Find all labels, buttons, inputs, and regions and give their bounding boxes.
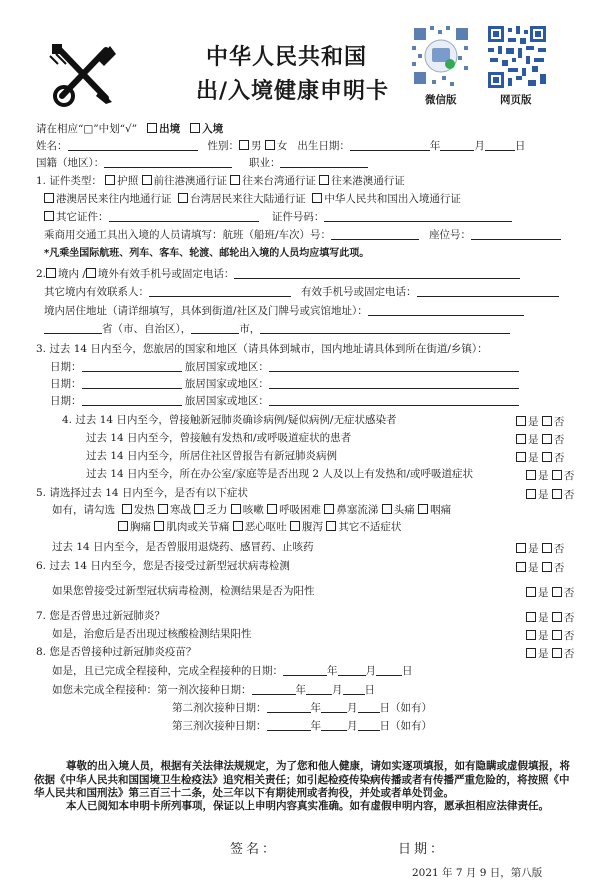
no-label: 否	[553, 452, 565, 464]
yes-checkbox[interactable]	[526, 587, 536, 597]
name-row	[36, 140, 525, 153]
yes-no-pair	[526, 487, 574, 502]
no-checkbox[interactable]	[542, 543, 552, 553]
no-checkbox[interactable]	[552, 630, 562, 640]
address-label: 境内居住地址（请详细填写，具体到街道/社区及门牌号或宾馆地址）：	[44, 305, 368, 317]
doc-other-label: 其它证件：	[56, 211, 109, 223]
no-checkbox[interactable]	[542, 434, 552, 444]
dose3-year-field[interactable]	[267, 720, 311, 731]
doc-hkmo-permit-checkbox[interactable]	[319, 175, 329, 185]
yes-checkbox[interactable]	[516, 434, 526, 444]
symptom-ifyes-label: 如有，请勾选	[52, 504, 115, 516]
year-label: 年	[295, 684, 306, 696]
yes-no-pair	[526, 585, 574, 600]
no-checkbox[interactable]	[552, 612, 562, 622]
travel-place-label: 旅居国家或地区：	[184, 395, 269, 407]
year-label: 年	[310, 720, 321, 732]
travel-date-label: 日期：	[50, 361, 82, 373]
contact-row	[44, 286, 559, 299]
symptom-checkbox[interactable]	[418, 504, 428, 514]
symptom-checkbox[interactable]	[122, 504, 132, 514]
symptom-label: 头痛	[393, 504, 415, 516]
doc-hkmo-permit-label: 往来港澳通行证	[331, 175, 405, 187]
travel-date-field[interactable]	[82, 395, 182, 406]
name-label: 姓名：	[36, 140, 68, 152]
travel-date-label: 日期：	[50, 395, 82, 407]
symptom-checkbox[interactable]	[194, 504, 204, 514]
doc-hkmo-resident-label: 港澳居民来往内地通行证	[56, 193, 172, 205]
yes-label: 是	[538, 489, 549, 501]
vaccine-full-row	[52, 665, 413, 678]
address-row	[44, 305, 524, 318]
no-label: 否	[563, 630, 575, 642]
signature-label: 签名：	[230, 842, 279, 857]
vaccine-full-month-field[interactable]	[338, 665, 366, 676]
doc-hkmo-travel-checkbox[interactable]	[142, 175, 152, 185]
travel-place-field[interactable]	[269, 361, 519, 372]
contact-phone-label: 有效手机号或固定电话：	[301, 286, 417, 298]
declaration: 本人已阅知本申明卡所列事项，保证以上申明内容真实准确。如有虚假申明内容，愿承担相应法律责任。	[66, 800, 549, 812]
dose1-month-field[interactable]	[306, 684, 332, 695]
no-checkbox[interactable]	[552, 587, 562, 597]
phone-overseas-checkbox[interactable]	[86, 268, 96, 278]
yes-checkbox[interactable]	[516, 562, 526, 572]
day-label: 日	[402, 665, 413, 677]
nation-field[interactable]	[104, 157, 232, 168]
yes-no-pair	[526, 628, 574, 643]
yes-label: 是	[538, 470, 549, 482]
travel-row	[50, 361, 519, 374]
birth-year-field[interactable]	[350, 140, 430, 151]
travel-date-field[interactable]	[82, 378, 182, 389]
job-label: 职业：	[248, 157, 281, 169]
day-label: 日	[379, 720, 390, 732]
no-label: 否	[563, 489, 575, 501]
no-checkbox[interactable]	[542, 416, 552, 426]
city-field[interactable]	[191, 323, 239, 334]
symptom-checkbox[interactable]	[326, 521, 336, 531]
exposure-question: 过去 14 日内至今，所在办公室/家庭等是否出现 2 人及以上有发热和/或呼吸道症状	[86, 468, 473, 480]
yes-checkbox[interactable]	[516, 416, 526, 426]
seat-label: 座位号：	[429, 229, 472, 241]
dose3-day-field[interactable]	[358, 720, 380, 731]
instruction-text: 请在相应“□”中划“√”	[36, 123, 138, 135]
year-label: 年	[429, 140, 441, 152]
wechat-qr-label: 微信版	[425, 94, 457, 106]
no-label: 否	[563, 587, 575, 599]
vaccine-dose3-row	[172, 720, 432, 733]
phone-domestic-label: 境内 /	[58, 268, 86, 280]
doc-taiwan-travel-label: 往来台湾通行证	[242, 175, 316, 187]
yes-label: 是	[528, 416, 539, 428]
vaccine-full-year-field[interactable]	[283, 665, 327, 676]
symptom-checkbox[interactable]	[267, 504, 277, 514]
form-version: 2021 年 7 月 9 日，第八版	[412, 867, 543, 879]
exposure-question: 过去 14 日内至今，曾接触有发热和/或呼吸道症状的患者	[86, 432, 352, 444]
doc-other-checkbox[interactable]	[44, 211, 54, 221]
city-label: 市，	[239, 323, 261, 335]
yes-checkbox[interactable]	[526, 612, 536, 622]
symptom-label: 寒战	[170, 504, 192, 516]
month-label: 月	[365, 665, 376, 677]
yes-label: 是	[528, 562, 539, 574]
symptom-label: 胸痛	[130, 521, 151, 533]
no-checkbox[interactable]	[552, 470, 562, 480]
vaccine-question: 8. 您是否曾接种过新冠肺炎疫苗？	[36, 646, 197, 658]
dose1-day-field[interactable]	[343, 684, 365, 695]
yes-no-pair	[516, 432, 564, 447]
doc-hkmo-travel-label: 前往港澳通行证	[153, 175, 228, 187]
transport-row	[44, 229, 561, 242]
travel-row	[50, 395, 519, 408]
yes-no-pair	[516, 450, 564, 465]
day-label: 日	[364, 684, 375, 696]
doc-taiwan-resident-label: 台湾居民来往大陆通行证	[190, 193, 306, 205]
symptom-checkbox[interactable]	[158, 504, 168, 514]
doc-number-field[interactable]	[324, 211, 512, 222]
birth-month-field[interactable]	[440, 140, 474, 151]
yes-label: 是	[538, 587, 549, 599]
yes-label: 是	[538, 648, 549, 660]
travel-date-field[interactable]	[82, 361, 182, 372]
address-field-1[interactable]	[368, 305, 524, 316]
symptom-checkbox[interactable]	[118, 521, 128, 531]
signature-field[interactable]	[290, 838, 370, 854]
doc-type-title: 1. 证件类型：	[36, 175, 102, 187]
no-checkbox[interactable]	[552, 648, 562, 658]
symptom-checkbox[interactable]	[154, 521, 164, 531]
symptom-checkbox[interactable]	[290, 521, 300, 531]
doc-taiwan-resident-checkbox[interactable]	[178, 193, 188, 203]
dose2-year-field[interactable]	[267, 702, 311, 713]
doc-other-field[interactable]	[109, 211, 259, 222]
male-checkbox[interactable]	[239, 140, 249, 150]
web-qr-code[interactable]	[486, 24, 548, 90]
yes-no-pair	[516, 560, 564, 575]
symptom-title: 5. 请选择过去 14 日内至今，是否有以下症状	[36, 487, 248, 499]
symptom-checkbox[interactable]	[324, 504, 334, 514]
month-label: 月	[347, 702, 358, 714]
day-label: 日	[379, 702, 390, 714]
reinfection-question: 如是，治愈后是否出现过核酸检测结果阳性	[52, 628, 252, 640]
doc-type-row1	[36, 175, 405, 188]
exit-checkbox[interactable]	[147, 123, 157, 133]
no-label: 否	[563, 612, 575, 624]
symptom-label: 咽痛	[430, 504, 452, 516]
legal-notice: 尊敬的出入境人员，根据有关法律法规规定，为了您和他人健康，请如实逐项填报，如有隐瞒或虚假填报，将依据《中华人民共和国国境卫生检疫法》追究相关责任；如引起检疫传染病传播或者有传播严重危险的，将按照《中华人民共和国刑法》第三百三十二条，处三年以下有期徒刑或者拘役，并处或者单处罚金。	[34, 760, 570, 799]
address-field-2[interactable]	[260, 323, 510, 334]
yes-checkbox[interactable]	[526, 648, 536, 658]
travel-row	[50, 378, 519, 391]
exit-label: 出境	[159, 123, 181, 135]
if-any-label: （如有）	[390, 702, 432, 714]
yes-no-pair	[526, 646, 574, 661]
vaccine-dose1-label: 如您未完成全程接种：第一剂次接种日期：	[52, 684, 252, 696]
travel-title: 3. 过去 14 日内至今，您旅居的国家和地区（请具体到城市，国内地址请具体到所在街道/乡镇）：	[36, 343, 488, 355]
no-label: 否	[553, 543, 565, 555]
name-field[interactable]	[68, 140, 198, 151]
male-label: 男	[251, 140, 262, 152]
doc-number-label: 证件号码：	[271, 211, 325, 223]
phone-domestic-checkbox[interactable]	[46, 268, 56, 278]
vaccine-full-label: 如是，且已完成全程接种，完成全程接种的日期：	[52, 665, 283, 677]
yes-label: 是	[528, 434, 539, 446]
symptom-label: 腹泻	[302, 521, 324, 533]
month-label: 月	[474, 140, 485, 152]
yes-checkbox[interactable]	[516, 543, 526, 553]
female-checkbox[interactable]	[265, 140, 275, 150]
symptom-label: 发热	[133, 504, 155, 516]
instruction-row	[36, 123, 223, 136]
yes-label: 是	[538, 612, 549, 624]
yes-no-pair	[516, 414, 564, 429]
section2-number: 2.	[36, 268, 47, 280]
yes-checkbox[interactable]	[526, 489, 536, 499]
symptom-checkbox[interactable]	[382, 504, 392, 514]
medication-question: 过去 14 日内至今，是否曾服用退烧药、感冒药、止咳药	[52, 541, 314, 553]
test-question: 6. 过去 14 日内至今，您是否接受过新型冠状病毒检测	[36, 560, 290, 572]
no-checkbox[interactable]	[552, 489, 562, 499]
contact-phone-field[interactable]	[417, 286, 559, 297]
address-row-2	[44, 323, 510, 336]
phone-label: 境外有效手机号或固定电话：	[97, 268, 235, 280]
yes-label: 是	[528, 543, 539, 555]
yes-checkbox[interactable]	[516, 452, 526, 462]
travel-place-field[interactable]	[269, 378, 519, 389]
web-qr-label: 网页版	[500, 94, 532, 106]
doc-prc-permit-label: 中华人民共和国出入境通行证	[324, 193, 461, 205]
dose1-year-field[interactable]	[252, 684, 296, 695]
symptom-label: 呼吸困难	[279, 504, 322, 516]
travel-date-label: 日期：	[50, 378, 82, 390]
no-checkbox[interactable]	[542, 562, 552, 572]
month-label: 月	[332, 684, 343, 696]
birth-label: 出生日期：	[297, 140, 350, 152]
test-result-question: 如果您曾接受过新型冠状病毒检测，检测结果是否为阳性	[52, 585, 315, 597]
transport-no-field[interactable]	[331, 229, 419, 240]
vaccine-dose2-row	[172, 702, 432, 715]
nation-row	[36, 157, 368, 170]
no-label: 否	[553, 434, 565, 446]
transport-label: 乘商用交通工具出入境的人员请填写：航班（船班/车次）号：	[44, 229, 332, 241]
phone-field[interactable]	[234, 268, 520, 279]
doc-type-row2	[44, 193, 461, 206]
symptom-label: 鼻塞流涕	[336, 504, 379, 516]
yes-label: 是	[528, 452, 539, 464]
symptom-label: 肌肉或关节痛	[166, 521, 230, 533]
customs-emblem	[48, 40, 120, 108]
yes-checkbox[interactable]	[526, 470, 536, 480]
yes-checkbox[interactable]	[526, 630, 536, 640]
vaccine-full-day-field[interactable]	[376, 665, 402, 676]
symptom-checkbox[interactable]	[233, 521, 243, 531]
no-checkbox[interactable]	[542, 452, 552, 462]
female-label: 女	[276, 140, 288, 152]
birth-day-field[interactable]	[485, 140, 515, 151]
symptom-label: 恶心呕吐	[244, 521, 287, 533]
symptom-label: 乏力	[206, 504, 228, 516]
contact-field[interactable]	[149, 286, 291, 297]
gender-label: 性别：	[207, 140, 240, 152]
no-label: 否	[553, 562, 565, 574]
doc-prc-permit-checkbox[interactable]	[312, 193, 322, 203]
no-label: 否	[563, 648, 575, 660]
job-field[interactable]	[280, 157, 368, 168]
doc-passport-label: 护照	[117, 175, 139, 187]
entry-checkbox[interactable]	[190, 123, 200, 133]
covid-history-question: 7. 您是否曾患过新冠肺炎？	[36, 610, 165, 622]
nation-label: 国籍（地区）：	[36, 157, 105, 169]
province-field[interactable]	[44, 323, 102, 334]
day-label: 日	[514, 140, 526, 152]
travel-place-field[interactable]	[269, 395, 519, 406]
month-label: 月	[347, 720, 358, 732]
no-label: 否	[563, 470, 575, 482]
province-label: 省（市、自治区），	[102, 323, 192, 335]
doc-other-row	[44, 211, 512, 224]
yes-no-pair	[526, 610, 574, 625]
dose2-day-field[interactable]	[358, 702, 380, 713]
sign-date-field[interactable]	[450, 838, 530, 854]
no-label: 否	[553, 416, 565, 428]
vaccine-dose1-row	[52, 684, 375, 697]
vaccine-dose3-label: 第三剂次接种日期：	[172, 720, 267, 732]
yes-no-pair	[526, 468, 574, 483]
yes-label: 是	[538, 630, 549, 642]
year-label: 年	[310, 702, 321, 714]
symptom-row1	[52, 504, 451, 517]
wechat-qr-code[interactable]	[410, 24, 472, 90]
travel-place-label: 旅居国家或地区：	[184, 361, 269, 373]
travel-place-label: 旅居国家或地区：	[184, 378, 269, 390]
symptom-row2	[118, 521, 401, 534]
vaccine-dose2-label: 第二剂次接种日期：	[172, 702, 267, 714]
sign-date-label: 日期：	[398, 842, 447, 857]
dose3-month-field[interactable]	[321, 720, 347, 731]
exposure-question: 4. 过去 14 日内至今，曾接触新冠肺炎确诊病例/疑似病例/无症状感染者	[62, 414, 397, 426]
entry-label: 入境	[202, 123, 224, 135]
year-label: 年	[327, 665, 338, 677]
doc-taiwan-travel-checkbox[interactable]	[230, 175, 240, 185]
contact-label: 其它境内有效联系人：	[44, 286, 149, 298]
form-title-line2: 出/入境健康申明卡	[196, 79, 390, 104]
if-any-label: （如有）	[390, 720, 432, 732]
exposure-question: 过去 14 日内至今，所居住社区曾报告有新冠肺炎病例	[86, 450, 338, 462]
symptom-checkbox[interactable]	[231, 504, 241, 514]
doc-hkmo-resident-checkbox[interactable]	[44, 193, 54, 203]
phone-row	[36, 268, 520, 281]
dose2-month-field[interactable]	[321, 702, 347, 713]
seat-field[interactable]	[471, 229, 561, 240]
transport-note: *凡乘坐国际航班、列车、客车、轮渡、邮轮出入境的人员均应填写此项。	[44, 248, 370, 259]
yes-no-pair	[516, 541, 564, 556]
symptom-label: 咳嗽	[242, 504, 264, 516]
symptom-label: 其它不适症状	[338, 521, 402, 533]
form-title-line1: 中华人民共和国	[206, 45, 368, 70]
doc-passport-checkbox[interactable]	[105, 175, 115, 185]
